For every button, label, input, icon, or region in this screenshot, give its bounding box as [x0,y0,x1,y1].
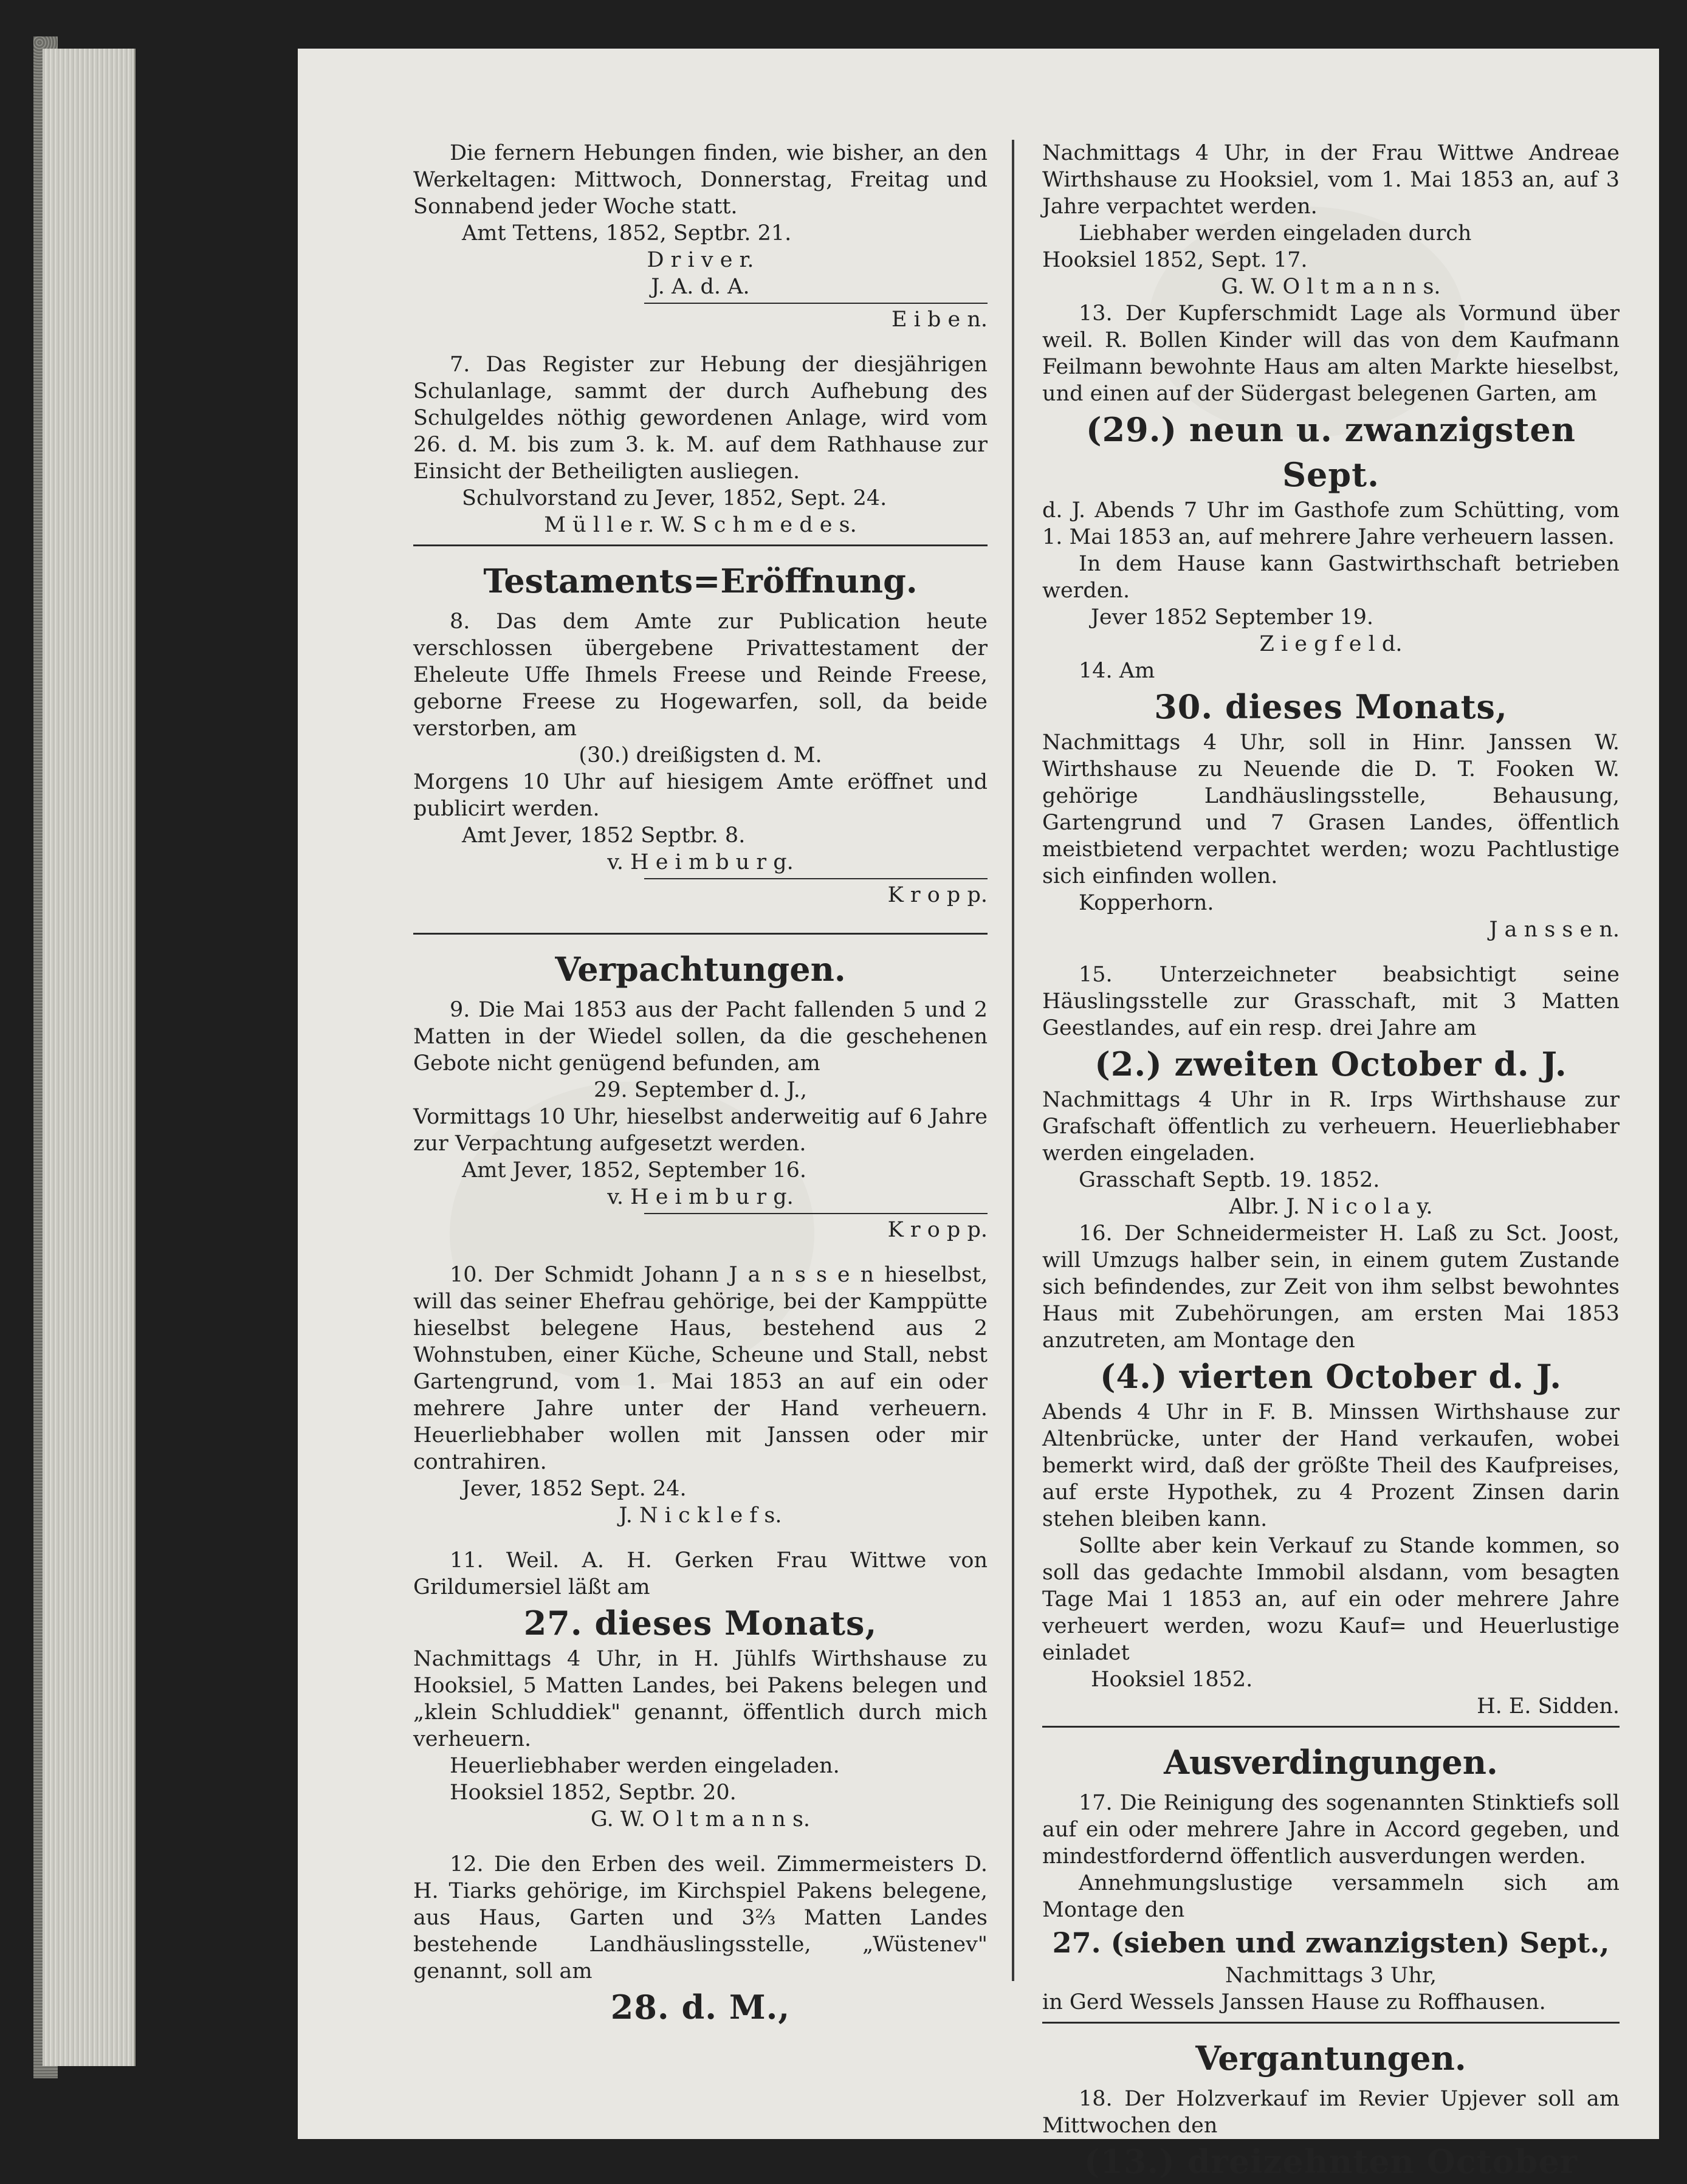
book-page-edges [43,49,136,2066]
right-column [1042,140,1620,2184]
signature-line: E i b e n. [891,307,988,332]
text-paragraph: 17. Die Reinigung des sogenannten Stinktiefs soll auf ein oder mehrere Jahre in Accord gegeben, und mindestfordernd öffentlich ausverdungen werden. [1042,1791,1620,1869]
date-headline: (2.) zweiten October d. J. [1094,1045,1567,1083]
text-paragraph: 12. Die den Erben des weil. Zimmermeisters D. H. Tiarks gehörige, im Kirchspiel Pakens belegene, aus Haus, Garten und 3⅔ Matten Landes bestehende Landhäuslingsstelle, „Wüstenev" genannt, soll am [413,1852,988,1983]
text-paragraph: d. J. Abends 7 Uhr im Gasthofe zum Schütting, vom 1. Mai 1853 an, auf mehrere Jahre verheuern lassen. [1042,498,1620,549]
signature-line: M ü l l e r. W. S c h m e d e s. [544,513,857,537]
text-paragraph: 16. Der Schneidermeister H. Laß zu Sct. Joost, will Umzugs halber sein, in einem gutem Zustande sich befindendes, zur Zeit von ihm selbst bewohntes Haus mit Zubehörungen, am ersten Mai 1853 anzutreten, am Montage den [1042,1221,1620,1353]
signature-line: H. E. Sidden. [1477,1694,1620,1719]
signature-line: K r o p p. [887,1218,988,1242]
signature-line: J. A. d. A. [651,275,750,299]
text-paragraph: In dem Hause kann Gastwirthschaft betrieben werden. [1042,552,1620,603]
signature-line: Albr. J. N i c o l a y. [1229,1195,1433,1219]
signature-line: 29. September d. J., [593,1078,808,1102]
text-paragraph: Abends 4 Uhr in F. B. Minssen Wirthshause zur Altenbrücke, unter der Hand verkaufen, wobei bemerkt wird, daß der größte Theil des Kaufpreises, auf erste Hypothek, zu 4 Prozent Zinsen darin stehen bleiben kann. [1042,1400,1620,1531]
date-headline: 28. d. M., [610,1988,791,2027]
signature-line: D r i v e r. [647,248,754,272]
section-heading: Ausverdingungen. [1164,1743,1498,1782]
signature-line: v. H e i m b u r g. [607,1185,794,1209]
text-paragraph: 7. Das Register zur Hebung der diesjährigen Schulanlage, sammt der durch Aufhebung des Schulgeldes nöthig gewordenen Anlage, wird vom 26. d. M. bis zum 3. k. M. auf dem Rathhause zur Einsicht der Betheiligten ausliegen. [413,352,988,484]
text-paragraph: Nachmittags 4 Uhr, in der Frau Wittwe Andreae Wirthshause zu Hooksiel, vom 1. Mai 1853 an, auf 3 Jahre verpachtet werden. [1042,141,1620,219]
text-paragraph: 18. Der Holzverkauf im Revier Upjever soll am Mittwochen den [1042,2087,1620,2138]
text-paragraph: Vormittags 10 Uhr, hieselbst anderweitig auf 6 Jahre zur Verpachtung aufgesetzt werden. [413,1105,988,1156]
horizontal-rule [644,303,988,304]
horizontal-rule [413,544,988,546]
signature-line: Z i e g f e l d. [1259,632,1403,656]
text-paragraph: Annehmungslustige versammeln sich am Montage den [1042,1871,1620,1922]
horizontal-rule [1042,1726,1620,1728]
horizontal-rule [644,878,988,879]
text-paragraph: Amt Jever, 1852 Septbr. 8. [462,823,746,848]
left-column [413,140,988,2030]
date-headline: 27. (sieben und zwanzigsten) Sept., [1052,1926,1610,1959]
signature-line: (30.) dreißigsten d. M. [579,743,822,767]
text-paragraph: Amt Jever, 1852, September 16. [462,1158,807,1183]
date-headline: 27. dieses Monats, [523,1604,878,1643]
column-divider [1012,140,1014,1981]
signature-line: Nachmittags 3 Uhr, [1225,1963,1437,1988]
text-paragraph: 14. Am [1079,659,1155,683]
text-paragraph: Hooksiel 1852, Septbr. 20. [450,1781,737,1805]
spacer [1042,943,1620,961]
text-paragraph: 13. Der Kupferschmidt Lage als Vormund über weil. R. Bollen Kinder will das von dem Kaufmann Feilmann bewohnte Haus am alten Markte hieselbst, und einen auf der Südergast belegenen Garten, am [1042,301,1620,406]
text-paragraph: 10. Der Schmidt Johann J a n s s e n hieselbst, will das seiner Ehefrau gehörige, bei der Kamppütte hieselbst belegene Haus, bestehend aus 2 Wohnstuben, einer Küche, Scheune und Stall, nebst Gartengrund, vom 1. Mai 1853 an auf ein oder mehrere Jahre unter der Hand verheuern. Heuerliebhaber wollen mit Janssen oder mir contrahiren. [413,1263,988,1474]
spacer [413,1833,988,1851]
text-paragraph: Jever, 1852 Sept. 24. [462,1477,687,1501]
text-paragraph: Nachmittags 4 Uhr, in H. Jühlfs Wirthshause zu Hooksiel, 5 Matten Landes, bei Pakens belegen und „klein Schluddiek" genannt, öffentlich durch mich verheuern. [413,1647,988,1751]
text-paragraph: Schulvorstand zu Jever, 1852, Sept. 24. [462,486,887,510]
signature-line: v. H e i m b u r g. [607,850,794,874]
text-paragraph: 15. Unterzeichneter beabsichtigt seine Häuslingsstelle zur Grasschaft, mit 3 Matten Geestlandes, auf ein resp. drei Jahre am [1042,963,1620,1040]
text-paragraph: Kopperhorn. [1079,891,1214,915]
date-headline: (13.) dreizehnten October [1084,2142,1578,2181]
spacer [413,333,988,351]
signature-line: G. W. O l t m a n n s. [590,1807,811,1832]
text-paragraph: Nachmittags 4 Uhr, soll in Hinr. Janssen W. Wirthshause zu Neuende die D. T. Fooken W. gehörige Landhäuslingsstelle, Behausung, Gartengrund und 7 Grasen Landes, öffentlich meistbietend verpachtet werden; wozu Pachtlustige sich einfinden wollen. [1042,730,1620,888]
text-paragraph: Die fernern Hebungen finden, wie bisher, an den Werkeltagen: Mittwoch, Donnerstag, Freitag und Sonnabend jeder Woche statt. [413,141,988,219]
text-paragraph: Hooksiel 1852, Sept. 17. [1042,248,1308,272]
signature-line: J a n s s e n. [1489,918,1620,942]
text-paragraph: in Gerd Wessels Janssen Hause zu Roffhausen. [1042,1990,1546,2014]
text-paragraph: Morgens 10 Uhr auf hiesigem Amte eröffnet und publicirt werden. [413,770,988,821]
date-headline: (29.) neun u. zwanzigsten Sept. [1086,410,1576,494]
text-paragraph: Hooksiel 1852. [1091,1667,1253,1692]
text-paragraph: Grasschaft Septb. 19. 1852. [1079,1168,1380,1192]
date-headline: 30. dieses Monats, [1154,687,1508,726]
date-headline: (4.) vierten October d. J. [1099,1357,1562,1396]
text-paragraph: Nachmittags 4 Uhr in R. Irps Wirthshause zur Grafschaft öffentlich zu verheuern. Heuerliebhaber werden eingeladen. [1042,1088,1620,1166]
text-paragraph: 8. Das dem Amte zur Publication heute verschlossen übergebene Privattestament der Eheleute Uffe Ihmels Freese und Reinde Freese, geborne Freese zu Hogewarfen, soll, da beide verstorben, am [413,610,988,741]
horizontal-rule [644,1213,988,1214]
spacer [413,908,988,927]
section-heading: Testaments=Eröffnung. [483,561,918,600]
section-heading: Vergantungen. [1195,2039,1466,2078]
text-paragraph: 9. Die Mai 1853 aus der Pacht fallenden 5 und 2 Matten in der Wiedel sollen, da die geschehenen Gebote nicht genügend befunden, am [413,998,988,1076]
text-paragraph: Sollte aber kein Verkauf zu Stande kommen, so soll das gedachte Immobil alsdann, vom besagten Tage Mai 1 1853 an, auf ein oder mehrere Jahre verheuert werden, wozu Kauf= und Heuerlustige einladet [1042,1534,1620,1665]
section-heading: Verpachtungen. [555,950,846,989]
spacer [413,1529,988,1547]
signature-line: J. N i c k l e f s. [619,1503,782,1528]
signature-line: G. W. O l t m a n n s. [1221,275,1441,299]
text-paragraph: Heuerliebhaber werden eingeladen. [450,1754,840,1778]
horizontal-rule [1042,2022,1620,2024]
text-paragraph: 11. Weil. A. H. Gerken Frau Wittwe von Grildumersiel läßt am [413,1548,988,1599]
newspaper-page [298,49,1659,2181]
text-paragraph: Liebhaber werden eingeladen durch [1079,221,1472,246]
signature-line: K r o p p. [887,883,988,907]
text-paragraph: Amt Tettens, 1852, Septbr. 21. [462,221,792,246]
spacer [413,1243,988,1262]
text-paragraph: Jever 1852 September 19. [1091,605,1373,630]
horizontal-rule [413,933,988,935]
